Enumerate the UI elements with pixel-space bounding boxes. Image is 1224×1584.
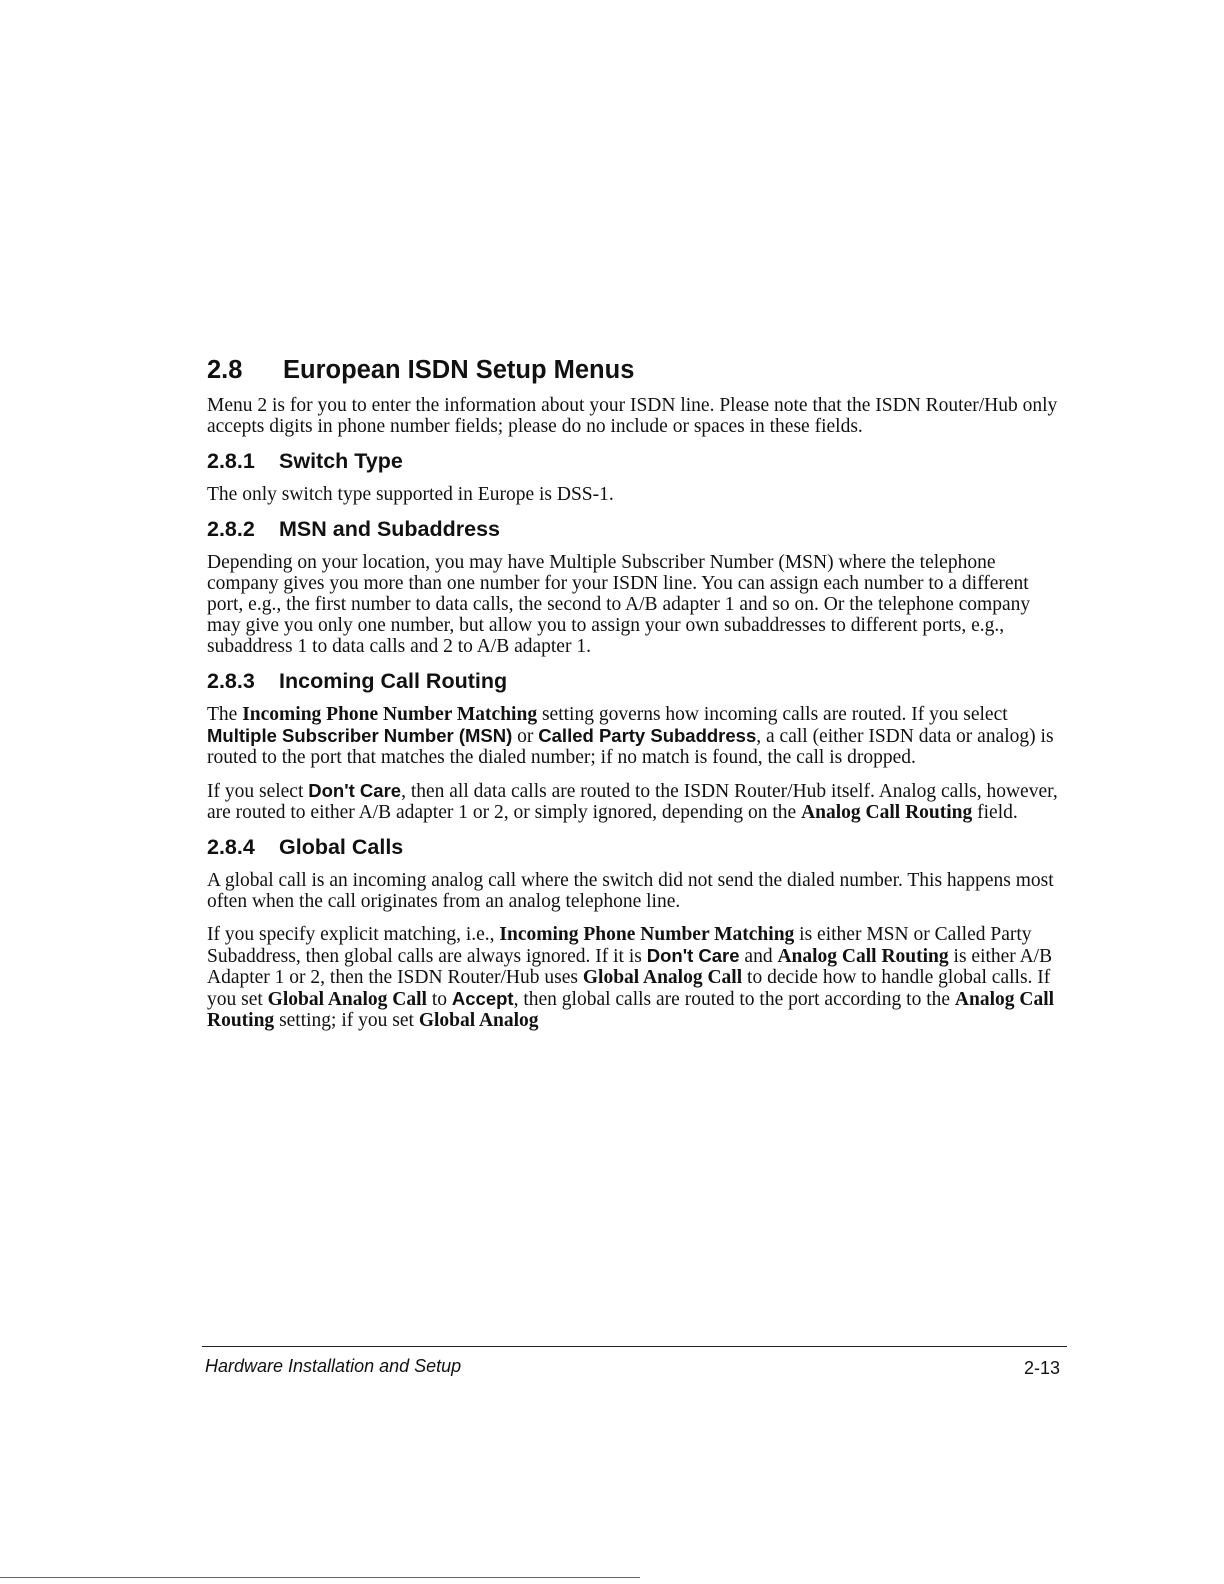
text-run: , then global calls are routed to the port according to the: [513, 989, 955, 1010]
page-number: 2-13: [1023, 1358, 1060, 1378]
text-run: is either A/B Adapter 1 or 2, then the ISDN Router/Hub uses: [207, 946, 1053, 988]
text-run: or: [512, 726, 539, 747]
footer-rule: [202, 1346, 1067, 1347]
text-run: If you select: [207, 781, 309, 802]
scan-artifact-line: [0, 1577, 640, 1578]
section-number: 2.8: [207, 356, 243, 384]
subsection-title: Global Calls: [279, 835, 404, 859]
paragraph: [207, 704, 1067, 768]
bold-term: Called Party Subaddress: [538, 725, 757, 746]
subsection-msn: [207, 519, 1067, 657]
page-content: [207, 356, 1067, 1043]
text-run: to: [426, 989, 452, 1010]
paragraph: The only switch type supported in Europe is DSS-1.: [207, 484, 614, 505]
text-run: to decide how to handle global calls. If you set: [207, 967, 1051, 1010]
subsection-global-calls: [207, 837, 1067, 1031]
bold-term: Incoming Phone Number Matching: [499, 924, 795, 945]
paragraph: A global call is an incoming analog call where the switch did not send the dialed number. This happens most often when the call originates from an analog telephone line.: [207, 870, 1054, 912]
text-run: , then all data calls are routed to the ISDN Router/Hub itself. Analog calls, however, are routed to either A/B adapter 1 or 2, or simply ignored, depending on the: [207, 781, 1058, 823]
subsection-number: 2.8.1: [207, 449, 255, 473]
text-run: If you specify explicit matching, i.e.,: [207, 924, 500, 945]
paragraph: [207, 924, 1067, 1031]
text-run: setting governs how incoming calls are routed. If you select: [537, 704, 1008, 725]
text-run: is either MSN or Called Party Subaddress, then global calls are always ignored. If it is: [207, 924, 1032, 967]
subsection-title: Incoming Call Routing: [279, 669, 508, 693]
subsection-title: Switch Type: [279, 449, 403, 473]
bold-term: Don't Care: [646, 945, 740, 966]
text-run: , a call (either ISDN data or analog) is routed to the port that matches the dialed number; if no match is found, the call is dropped.: [207, 726, 1054, 768]
text-run: The: [207, 704, 243, 725]
bold-term: Multiple Subscriber Number (MSN): [207, 725, 513, 746]
paragraph: [207, 780, 1067, 823]
bold-term: Global Analog: [418, 1010, 539, 1031]
subsection-heading: [207, 837, 1067, 858]
subsection-number: 2.8.2: [207, 517, 255, 541]
text-run: field.: [972, 802, 1018, 823]
subsection-number: 2.8.3: [207, 669, 255, 693]
footer-title: Hardware Installation and Setup: [205, 1356, 462, 1376]
text-run: setting; if you set: [274, 1010, 419, 1031]
subsection-heading: [207, 519, 1067, 540]
subsection-heading: [207, 671, 1067, 692]
bold-term: Analog Call Routing: [207, 989, 1055, 1031]
section-title: European ISDN Setup Menus: [283, 356, 635, 384]
bold-term: Analog Call Routing: [801, 802, 973, 823]
bold-term: Analog Call Routing: [777, 946, 949, 967]
text-run: and: [739, 946, 778, 967]
subsection-heading: [207, 451, 1067, 472]
bold-term: Global Analog Call: [582, 967, 743, 988]
section-heading: [207, 356, 1067, 384]
bold-term: Incoming Phone Number Matching: [242, 704, 538, 725]
paragraph: Depending on your location, you may have Multiple Subscriber Number (MSN) where the telephone company gives you more than one number for your ISDN line. You can assign each number to a different port, e.g., the first number to data calls, the second to A/B adapter 1 and so on. Or the telephone company may give you only one number, but allow you to assign your own subaddresses to different ports, e.g., subaddress 1 to data calls and 2 to A/B adapter 1.: [207, 552, 1031, 657]
bold-term: Accept: [451, 988, 514, 1009]
subsection-switch-type: [207, 451, 1067, 505]
subsection-title: MSN and Subaddress: [279, 517, 501, 541]
subsection-number: 2.8.4: [207, 835, 255, 859]
subsection-incoming-call-routing: [207, 671, 1067, 823]
section-intro: Menu 2 is for you to enter the information about your ISDN line. Please note that the ISDN Router/Hub only accepts digits in phone number fields; please do no include or spaces in these fields.: [207, 395, 1058, 437]
bold-term: Don't Care: [308, 780, 402, 801]
bold-term: Global Analog Call: [267, 989, 427, 1010]
